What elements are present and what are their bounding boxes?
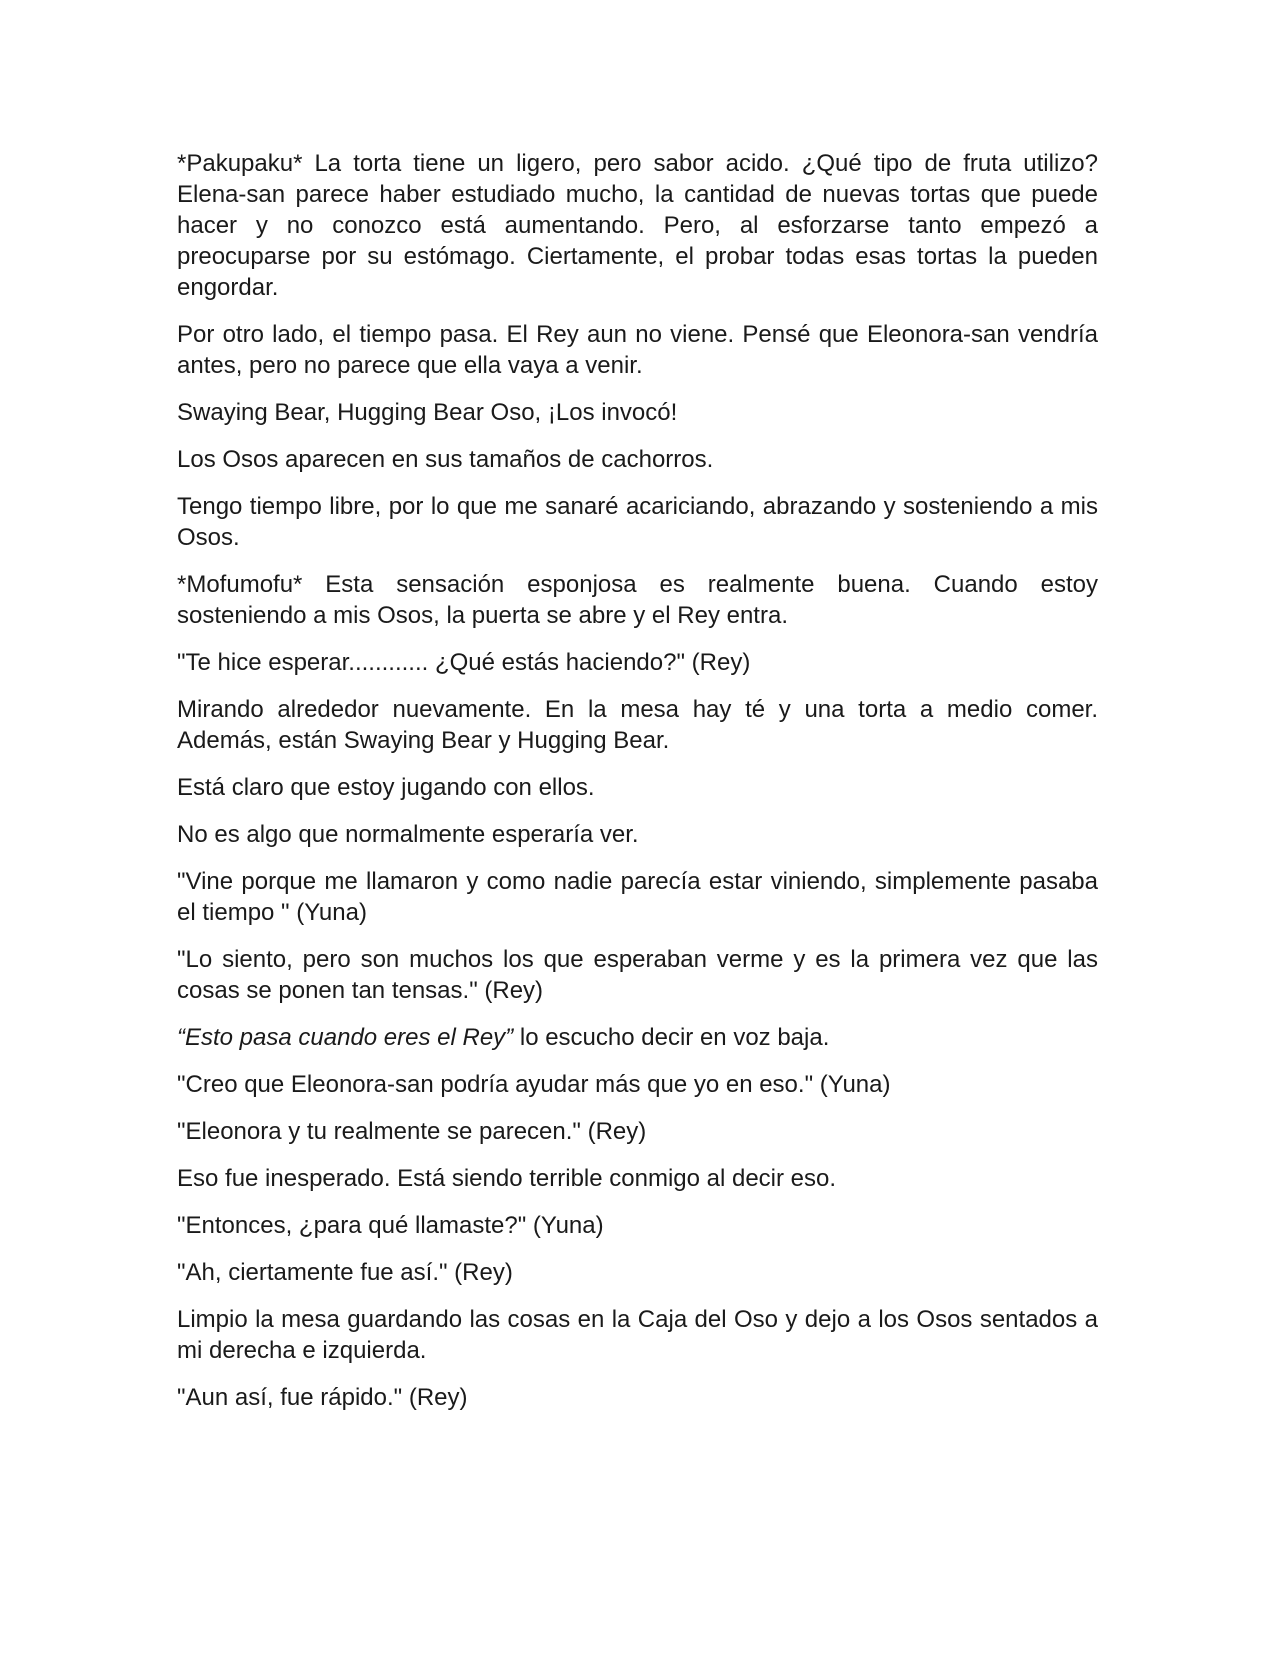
- paragraph-19: Limpio la mesa guardando las cosas en la Caja del Oso y dejo a los Osos sentados a mi derecha e izquierda.: [177, 1306, 1098, 1364]
- paragraph-3: Swaying Bear, Hugging Bear Oso, ¡Los invocó!: [177, 399, 678, 426]
- paragraph-1: *Pakupaku* La torta tiene un ligero, pero sabor acido. ¿Qué tipo de fruta utilizo? Elena-san parece haber estudiado mucho, la cantidad de nuevas tortas que puede hacer y no conozco está aumentando. Pero, al esforzarse tanto empezó a preocuparse por su estómago. Ciertamente, el probar todas esas tortas la pueden engordar.: [177, 150, 1098, 301]
- italic-phrase: “Esto pasa cuando eres el Rey”: [177, 1024, 514, 1051]
- paragraph-16: Eso fue inesperado. Está siendo terrible conmigo al decir eso.: [177, 1165, 837, 1192]
- paragraph-5: Tengo tiempo libre, por lo que me sanaré acariciando, abrazando y sosteniendo a mis Osos.: [177, 493, 1098, 551]
- paragraph-13-text: lo escucho decir en voz baja.: [513, 1024, 830, 1051]
- paragraph-10: No es algo que normalmente esperaría ver.: [177, 821, 639, 848]
- paragraph-20: "Aun así, fue rápido." (Rey): [177, 1384, 468, 1411]
- paragraph-6: *Mofumofu* Esta sensación esponjosa es realmente buena. Cuando estoy sosteniendo a mis Osos, la puerta se abre y el Rey entra.: [177, 571, 1098, 629]
- paragraph-8: Mirando alrededor nuevamente. En la mesa hay té y una torta a medio comer. Además, están Swaying Bear y Hugging Bear.: [177, 696, 1098, 754]
- paragraph-13: [177, 1022, 1098, 1053]
- paragraph-4: Los Osos aparecen en sus tamaños de cachorros.: [177, 446, 714, 473]
- paragraph-7: "Te hice esperar............ ¿Qué estás haciendo?" (Rey): [177, 649, 751, 676]
- paragraph-15: "Eleonora y tu realmente se parecen." (Rey): [177, 1118, 647, 1145]
- paragraph-17: "Entonces, ¿para qué llamaste?" (Yuna): [177, 1212, 604, 1239]
- paragraph-18: "Ah, ciertamente fue así." (Rey): [177, 1259, 513, 1286]
- paragraph-9: Está claro que estoy jugando con ellos.: [177, 774, 595, 801]
- paragraph-12: "Lo siento, pero son muchos los que esperaban verme y es la primera vez que las cosas se ponen tan tensas." (Rey): [177, 946, 1098, 1004]
- paragraph-11: "Vine porque me llamaron y como nadie parecía estar viniendo, simplemente pasaba el tiempo " (Yuna): [177, 868, 1098, 926]
- paragraph-2: Por otro lado, el tiempo pasa. El Rey aun no viene. Pensé que Eleonora-san vendría antes, pero no parece que ella vaya a venir.: [177, 321, 1098, 379]
- paragraph-14: "Creo que Eleonora-san podría ayudar más que yo en eso." (Yuna): [177, 1071, 891, 1098]
